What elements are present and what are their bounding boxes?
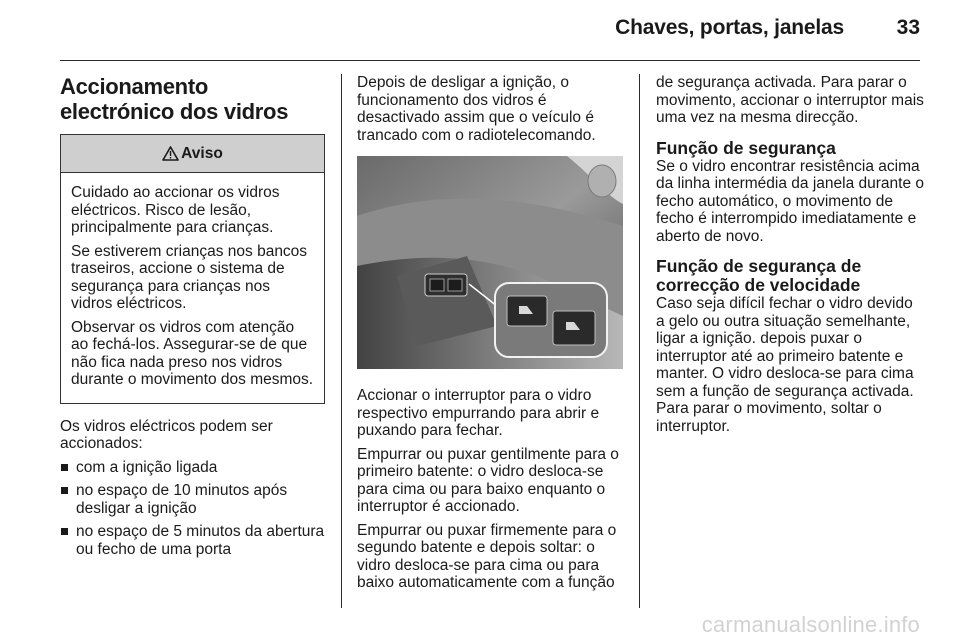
body-paragraph: de segurança activada. Para parar o movimento, accionar o interruptor mais uma vez na mesma direcção. — [656, 74, 924, 126]
warning-label: Aviso — [181, 144, 223, 162]
warning-paragraph: Observar os vidros com atenção ao fechá-los. Assegurar-se de que não fica nada preso nos vidros durante o movimento dos mesmos. — [71, 318, 314, 388]
list-item: no espaço de 5 minutos da abertura ou fecho de uma porta — [60, 523, 325, 558]
body-paragraph: Caso seja difícil fechar o vidro devido a gelo ou outra situação semelhante, ligar a ignição. depois puxar o interruptor até ao primeiro batente e manter. O vidro desloca-se para cima sem a função de segurança activada. Para parar o movimento, soltar o interruptor. — [656, 295, 914, 435]
body-paragraph: Empurrar ou puxar firmemente para o segundo batente e depois soltar: o vidro desloca-se para cima ou para baixo automaticamente com a função — [357, 521, 617, 591]
column-middle — [357, 74, 623, 598]
page-header — [60, 0, 920, 61]
intro-text: Os vidros eléctricos podem ser accionados: — [60, 417, 273, 452]
body-paragraph: Se o vidro encontrar resistência acima da linha intermédia da janela durante o fecho automático, o movimento de fecho é interrompido imediatamente e aberto de novo. — [656, 157, 924, 245]
list-item: no espaço de 10 minutos após desligar a ignição — [60, 482, 325, 517]
column-left — [60, 74, 325, 564]
section-heading: Accionamento electrónico dos vidros — [60, 74, 289, 124]
warning-body — [61, 173, 324, 403]
body-paragraph: Accionar o interruptor para o vidro respectivo empurrando para abrir e puxando para fechar. — [357, 387, 600, 439]
subsection-heading: Função de segurança — [656, 137, 836, 158]
column-right — [656, 74, 924, 441]
body-paragraph: Depois de desligar a ignição, o funcionamento dos vidros é desactivado assim que o veículo é trancado com o radiotelecomando. — [357, 74, 596, 144]
page-number: 33 — [896, 16, 920, 39]
warning-box — [60, 134, 325, 404]
chapter-title: Chaves, portas, janelas — [615, 16, 844, 39]
conditions-list — [60, 459, 325, 559]
list-item: com a ignição ligada — [60, 459, 325, 477]
warning-paragraph: Se estiverem crianças nos bancos traseiros, accione o sistema de segurança para crianças nos vidros eléctricos. — [71, 242, 308, 312]
window-switch-photo — [357, 156, 623, 369]
column-divider — [639, 74, 640, 608]
warning-triangle-icon — [162, 146, 179, 161]
warning-paragraph: Cuidado ao accionar os vidros eléctricos. Risco de lesão, principalmente para crianças. — [71, 184, 280, 236]
subsection-heading: Função de segurança de correcção de velocidade — [656, 256, 862, 295]
watermark-text: carmanualsonline.info — [701, 612, 920, 637]
column-divider — [341, 74, 342, 608]
body-paragraph: Empurrar ou puxar gentilmente para o primeiro batente: o vidro desloca-se para cima ou para baixo enquanto o interruptor é accionado. — [357, 445, 619, 515]
warning-header — [61, 135, 324, 173]
